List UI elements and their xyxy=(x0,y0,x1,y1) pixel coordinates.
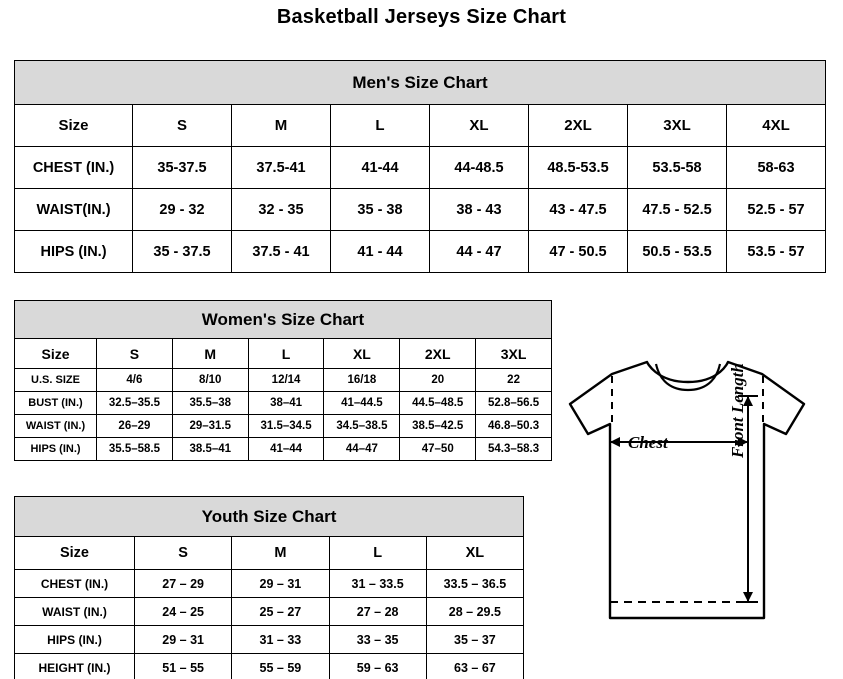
column-header: 2XL xyxy=(529,105,628,147)
table-cell: 51 – 55 xyxy=(135,654,232,679)
table-cell: 44-48.5 xyxy=(430,147,529,189)
table-cell: 35 - 37.5 xyxy=(133,231,232,273)
table-cell: 54.3–58.3 xyxy=(476,438,552,461)
column-header: L xyxy=(248,339,324,369)
table-cell: 31 – 33 xyxy=(232,626,329,654)
womens-size-chart-table xyxy=(14,300,552,461)
table-cell: 25 – 27 xyxy=(232,598,329,626)
mens-table-title: Men's Size Chart xyxy=(15,61,826,105)
table-cell: 47 - 50.5 xyxy=(529,231,628,273)
column-header: S xyxy=(133,105,232,147)
table-cell: 37.5 - 41 xyxy=(232,231,331,273)
table-cell: 47.5 - 52.5 xyxy=(628,189,727,231)
table-cell: 44 - 47 xyxy=(430,231,529,273)
table-cell: 55 – 59 xyxy=(232,654,329,679)
table-cell: 50.5 - 53.5 xyxy=(628,231,727,273)
column-header: XL xyxy=(324,339,400,369)
table-cell: 38.5–41 xyxy=(172,438,248,461)
column-header: 4XL xyxy=(727,105,826,147)
column-header: L xyxy=(329,537,426,570)
table-cell: 52.5 - 57 xyxy=(727,189,826,231)
row-label: CHEST (IN.) xyxy=(15,570,135,598)
table-cell: 32.5–35.5 xyxy=(97,392,173,415)
table-cell: 38.5–42.5 xyxy=(400,415,476,438)
table-row xyxy=(15,415,552,438)
table-cell: 41–44 xyxy=(248,438,324,461)
table-cell: 53.5 - 57 xyxy=(727,231,826,273)
column-header: S xyxy=(135,537,232,570)
table-cell: 26–29 xyxy=(97,415,173,438)
column-header: Size xyxy=(15,537,135,570)
row-label: CHEST (IN.) xyxy=(15,147,133,189)
page-title: Basketball Jerseys Size Chart xyxy=(276,6,567,28)
table-row xyxy=(15,231,826,273)
column-header: S xyxy=(97,339,173,369)
table-cell: 33.5 – 36.5 xyxy=(426,570,523,598)
row-label: HEIGHT (IN.) xyxy=(15,654,135,679)
womens-table-title: Women's Size Chart xyxy=(15,301,552,339)
table-cell: 46.8–50.3 xyxy=(476,415,552,438)
column-header: 3XL xyxy=(476,339,552,369)
table-cell: 35.5–38 xyxy=(172,392,248,415)
table-cell: 47–50 xyxy=(400,438,476,461)
table-cell: 44.5–48.5 xyxy=(400,392,476,415)
row-label: WAIST (IN.) xyxy=(15,415,97,438)
youth-table-title: Youth Size Chart xyxy=(15,497,524,537)
table-cell: 38 - 43 xyxy=(430,189,529,231)
table-cell: 38–41 xyxy=(248,392,324,415)
table-caption-row xyxy=(15,497,524,537)
table-row xyxy=(15,438,552,461)
tshirt-outline-icon xyxy=(552,330,838,660)
column-header: Size xyxy=(15,105,133,147)
table-cell: 41–44.5 xyxy=(324,392,400,415)
table-cell: 63 – 67 xyxy=(426,654,523,679)
table-cell: 31 – 33.5 xyxy=(329,570,426,598)
row-label: HIPS (IN.) xyxy=(15,231,133,273)
column-header: Size xyxy=(15,339,97,369)
table-cell: 48.5-53.5 xyxy=(529,147,628,189)
table-cell: 24 – 25 xyxy=(135,598,232,626)
front-length-measurement-label: Front Length xyxy=(728,363,747,458)
table-cell: 41 - 44 xyxy=(331,231,430,273)
youth-size-chart-table xyxy=(14,496,524,679)
table-header-row xyxy=(15,339,552,369)
tshirt-measurement-diagram xyxy=(552,330,838,660)
table-row xyxy=(15,189,826,231)
table-caption-row xyxy=(15,61,826,105)
table-cell: 52.8–56.5 xyxy=(476,392,552,415)
row-label: BUST (IN.) xyxy=(15,392,97,415)
chest-measurement-label: Chest xyxy=(628,433,668,452)
table-cell: 29 - 32 xyxy=(133,189,232,231)
table-caption-row xyxy=(15,301,552,339)
table-cell: 8/10 xyxy=(172,369,248,392)
mens-size-chart-table xyxy=(14,60,826,273)
table-cell: 4/6 xyxy=(97,369,173,392)
table-cell: 29 – 31 xyxy=(232,570,329,598)
table-row xyxy=(15,147,826,189)
table-cell: 59 – 63 xyxy=(329,654,426,679)
table-cell: 33 – 35 xyxy=(329,626,426,654)
table-cell: 27 – 28 xyxy=(329,598,426,626)
table-cell: 35 – 37 xyxy=(426,626,523,654)
row-label: WAIST(IN.) xyxy=(15,189,133,231)
column-header: 2XL xyxy=(400,339,476,369)
table-row xyxy=(15,392,552,415)
table-cell: 29 – 31 xyxy=(135,626,232,654)
table-cell: 29–31.5 xyxy=(172,415,248,438)
table-row xyxy=(15,626,524,654)
column-header: XL xyxy=(426,537,523,570)
table-cell: 22 xyxy=(476,369,552,392)
column-header: M xyxy=(172,339,248,369)
row-label: HIPS (IN.) xyxy=(15,626,135,654)
row-label: HIPS (IN.) xyxy=(15,438,97,461)
row-label: U.S. SIZE xyxy=(15,369,97,392)
column-header: L xyxy=(331,105,430,147)
row-label: WAIST (IN.) xyxy=(15,598,135,626)
table-cell: 37.5-41 xyxy=(232,147,331,189)
table-cell: 35-37.5 xyxy=(133,147,232,189)
table-row xyxy=(15,598,524,626)
table-cell: 43 - 47.5 xyxy=(529,189,628,231)
table-header-row xyxy=(15,105,826,147)
column-header: XL xyxy=(430,105,529,147)
table-cell: 44–47 xyxy=(324,438,400,461)
column-header: M xyxy=(232,105,331,147)
table-row xyxy=(15,654,524,679)
table-cell: 12/14 xyxy=(248,369,324,392)
table-cell: 35.5–58.5 xyxy=(97,438,173,461)
table-cell: 32 - 35 xyxy=(232,189,331,231)
column-header: M xyxy=(232,537,329,570)
table-cell: 34.5–38.5 xyxy=(324,415,400,438)
table-cell: 31.5–34.5 xyxy=(248,415,324,438)
table-cell: 53.5-58 xyxy=(628,147,727,189)
table-cell: 27 – 29 xyxy=(135,570,232,598)
table-cell: 58-63 xyxy=(727,147,826,189)
table-cell: 41-44 xyxy=(331,147,430,189)
table-cell: 35 - 38 xyxy=(331,189,430,231)
table-cell: 28 – 29.5 xyxy=(426,598,523,626)
table-header-row xyxy=(15,537,524,570)
table-row xyxy=(15,369,552,392)
column-header: 3XL xyxy=(628,105,727,147)
table-cell: 20 xyxy=(400,369,476,392)
table-row xyxy=(15,570,524,598)
table-cell: 16/18 xyxy=(324,369,400,392)
